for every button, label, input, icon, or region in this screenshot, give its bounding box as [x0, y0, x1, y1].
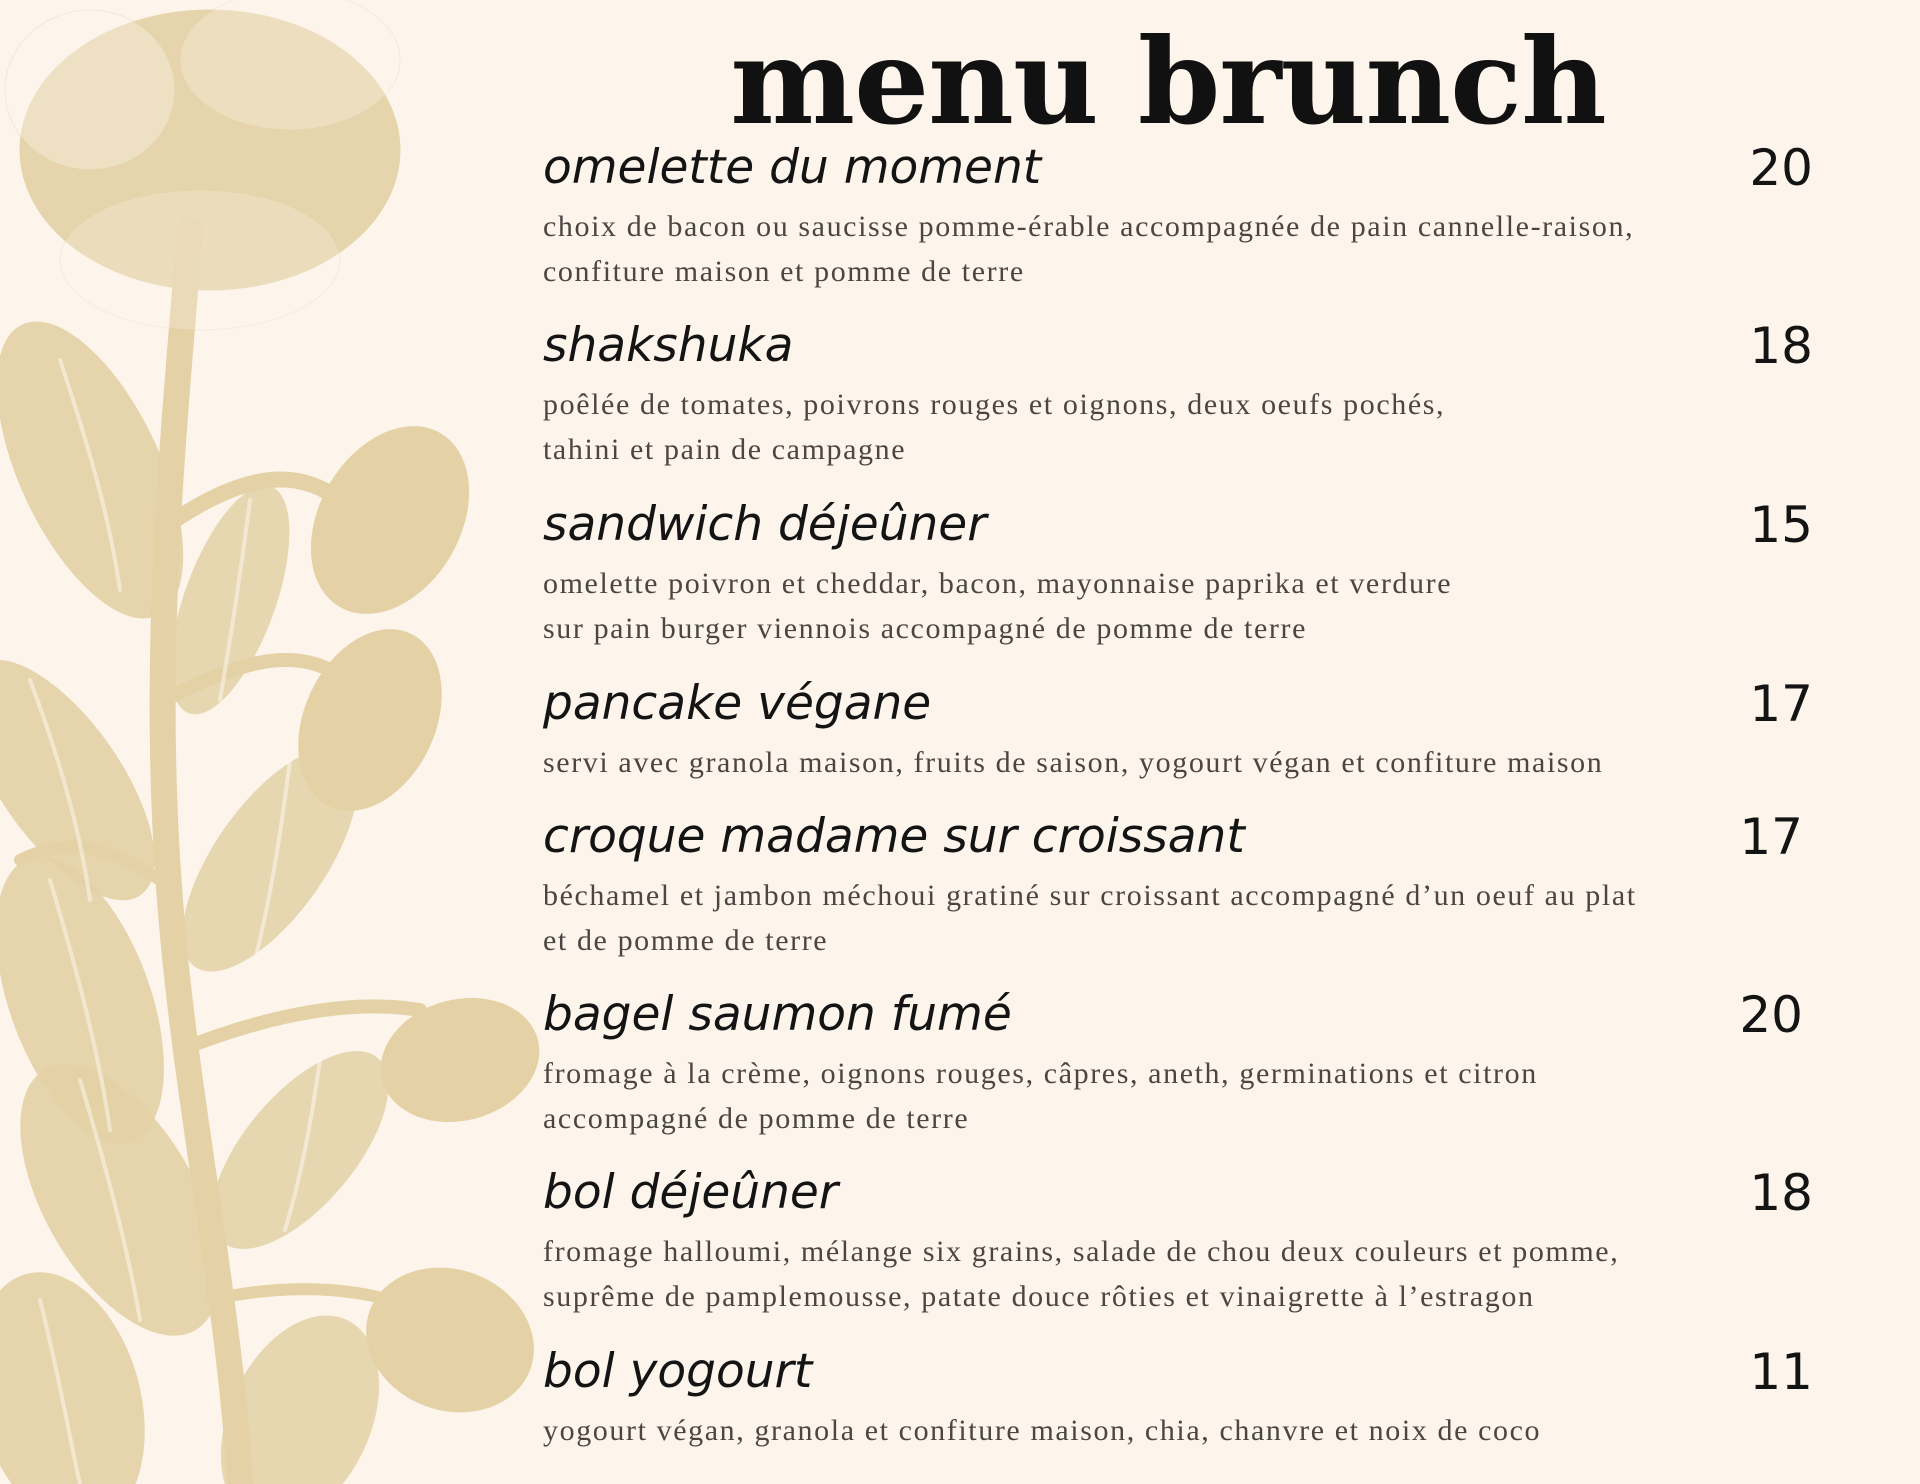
- item-description: [543, 1051, 1833, 1141]
- menu-item: [543, 495, 1823, 651]
- menu-item: [543, 1342, 1823, 1453]
- item-description-line: et de pomme de terre: [543, 924, 829, 957]
- item-description: [543, 1408, 1833, 1453]
- item-price: 20: [1749, 139, 1813, 197]
- item-description: [543, 740, 1833, 785]
- item-description: [543, 873, 1833, 963]
- item-description-line: yogourt végan, granola et confiture maison, chia, chanvre et noix de coco: [543, 1414, 1542, 1447]
- menu-item: [543, 316, 1823, 472]
- item-price: 20: [1739, 986, 1803, 1044]
- item-name: bol yogourt: [543, 1344, 813, 1399]
- item-description-line: servi avec granola maison, fruits de saison, yogourt végan et confiture maison: [543, 746, 1604, 779]
- menu-item: [543, 674, 1823, 785]
- item-price: 11: [1749, 1343, 1813, 1401]
- item-price: 18: [1749, 317, 1813, 375]
- item-name: sandwich déjeûner: [543, 497, 987, 552]
- item-description-line: accompagné de pomme de terre: [543, 1102, 970, 1135]
- item-description-line: omelette poivron et cheddar, bacon, mayonnaise paprika et verdure: [543, 567, 1453, 600]
- item-description-line: béchamel et jambon méchoui gratiné sur croissant accompagné d’un oeuf au plat: [543, 879, 1637, 912]
- item-description-line: confiture maison et pomme de terre: [543, 255, 1025, 288]
- item-description-line: suprême de pamplemousse, patate douce rôties et vinaigrette à l’estragon: [543, 1280, 1535, 1313]
- item-price: 17: [1739, 808, 1803, 866]
- item-description-line: sur pain burger viennois accompagné de pomme de terre: [543, 612, 1308, 645]
- item-description: [543, 382, 1833, 472]
- menu-item: [543, 807, 1823, 963]
- item-description: [543, 1229, 1833, 1319]
- item-description-line: tahini et pain de campagne: [543, 433, 907, 466]
- item-description-line: choix de bacon ou saucisse pomme-érable accompagnée de pain cannelle-raison,: [543, 210, 1635, 243]
- item-description-line: poêlée de tomates, poivrons rouges et oignons, deux oeufs pochés,: [543, 388, 1446, 421]
- item-name: bol déjeûner: [543, 1165, 839, 1220]
- menu-title: menu brunch: [730, 12, 1606, 151]
- item-description: [543, 204, 1833, 294]
- item-name: bagel saumon fumé: [543, 987, 1012, 1042]
- item-name: omelette du moment: [543, 140, 1042, 195]
- item-description-line: fromage à la crème, oignons rouges, câpres, aneth, germinations et citron: [543, 1057, 1538, 1090]
- item-description-line: fromage halloumi, mélange six grains, salade de chou deux couleurs et pomme,: [543, 1235, 1620, 1268]
- menu-item: [543, 1163, 1823, 1319]
- item-price: 15: [1749, 496, 1813, 554]
- item-description: [543, 561, 1833, 651]
- item-price: 17: [1749, 675, 1813, 733]
- item-price: 18: [1749, 1164, 1813, 1222]
- item-name: pancake végane: [543, 676, 932, 731]
- item-name: croque madame sur croissant: [543, 809, 1245, 864]
- botanical-flower-illustration-icon: [0, 0, 560, 1484]
- menu-item: [543, 985, 1823, 1141]
- menu-item: [543, 138, 1823, 294]
- item-name: shakshuka: [543, 318, 794, 373]
